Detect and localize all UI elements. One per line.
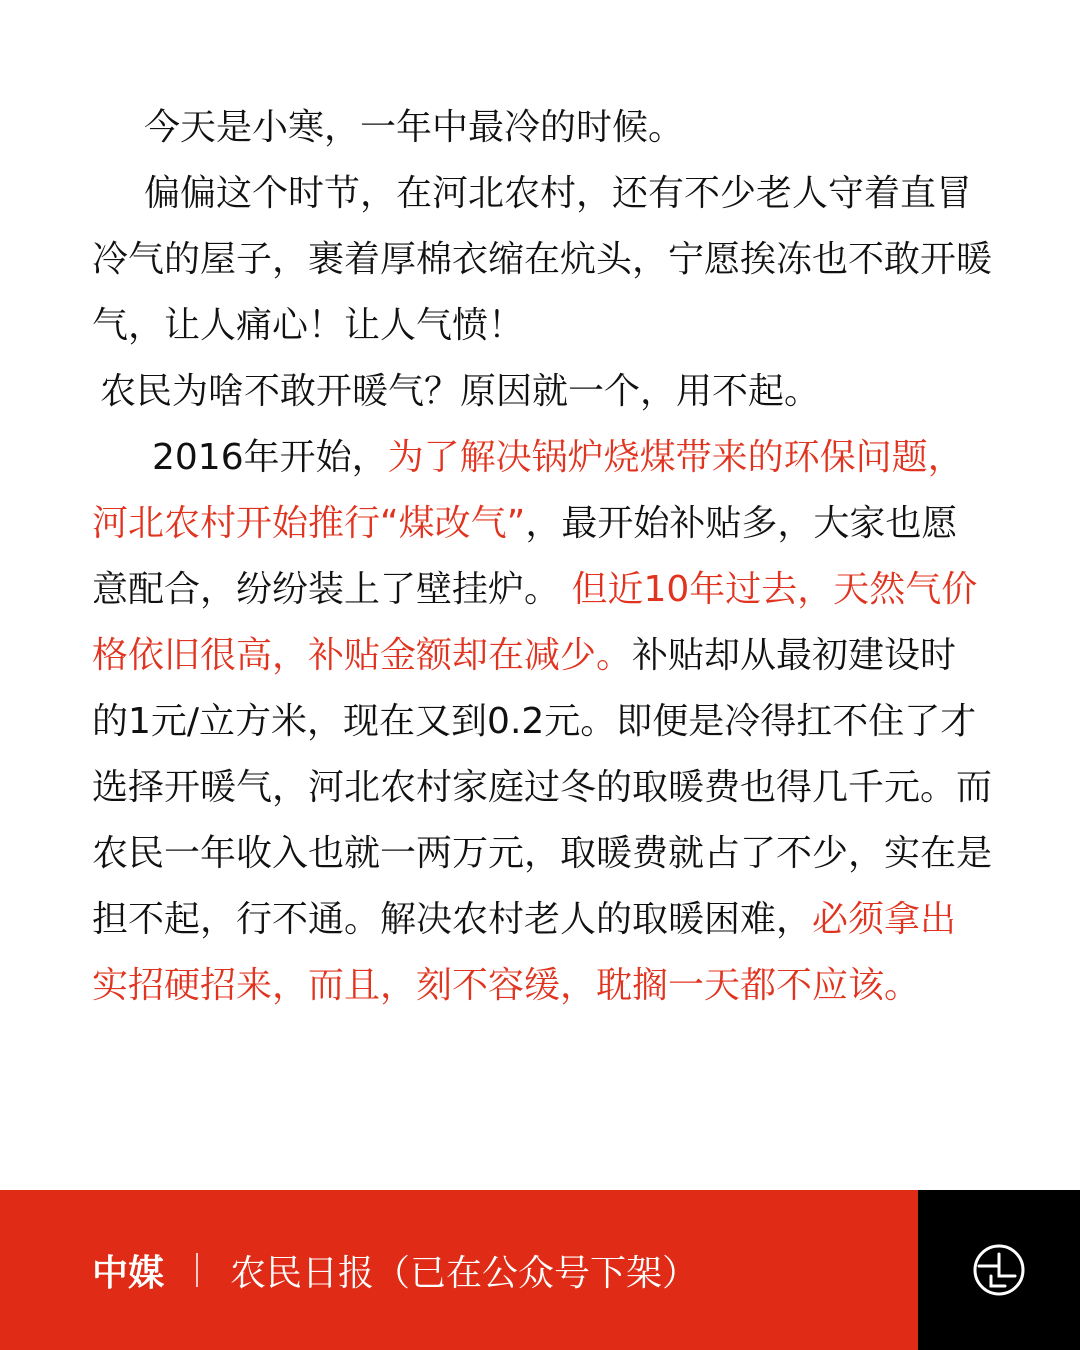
- media-logo-icon: [971, 1242, 1027, 1298]
- footer-bar: [0, 1190, 1080, 1350]
- footer-source-panel: [0, 1190, 918, 1350]
- paragraph-1-text: 今天是小寒，一年中最冷的时候。: [144, 107, 685, 148]
- paragraph-2-text: 偏偏这个时节，在河北农村，还有不少老人守着直冒冷气的屋子，裹着厚棉衣缩在炕头，宁愿挨冻也不敢开暖气，让人痛心！让人气愤！: [92, 173, 993, 346]
- footer-divider: [196, 1253, 198, 1287]
- footer-logo-panel: [918, 1190, 1080, 1350]
- highlight-gas-price: 但近10年过去，天然气价格依旧很高，补贴金额却在减少。: [92, 569, 978, 676]
- highlight-call-to-action: 必须拿出实招硬招来，而且，刻不容缓，耽搁一天都不应该。: [92, 899, 957, 1006]
- highlight-coal-to-gas: 为了解决锅炉烧煤带来的环保问题，河北农村开始推行“煤改气”: [92, 437, 964, 544]
- paragraph-4: [92, 425, 992, 1019]
- article-body: [92, 95, 992, 1019]
- paragraph-3: [92, 359, 992, 425]
- paragraph-4-mid: ，最开始补贴多，大家也愿意配合，纷纷装上了壁挂炉。: [92, 503, 958, 610]
- paragraph-2: [92, 161, 992, 359]
- footer-source: 农民日报（已在公众号下架）: [230, 1252, 699, 1294]
- paragraph-4-lead: 2016年开始，: [152, 437, 388, 478]
- paragraph-4-body: 补贴却从最初建设时的1元/立方米，现在又到0.2元。即便是冷得扛不住了才选择开暖气，河北农村家庭过冬的取暖费也得几千元。而农民一年收入也就一两万元，取暖费就占了不少，实在是担不起，行不通。解决农村老人的取暖困难，: [92, 635, 993, 940]
- footer-brand: 中媒: [92, 1252, 165, 1294]
- paragraph-3-text: 农民为啥不敢开暖气？原因就一个，用不起。: [100, 371, 821, 412]
- paragraph-1: [92, 95, 992, 161]
